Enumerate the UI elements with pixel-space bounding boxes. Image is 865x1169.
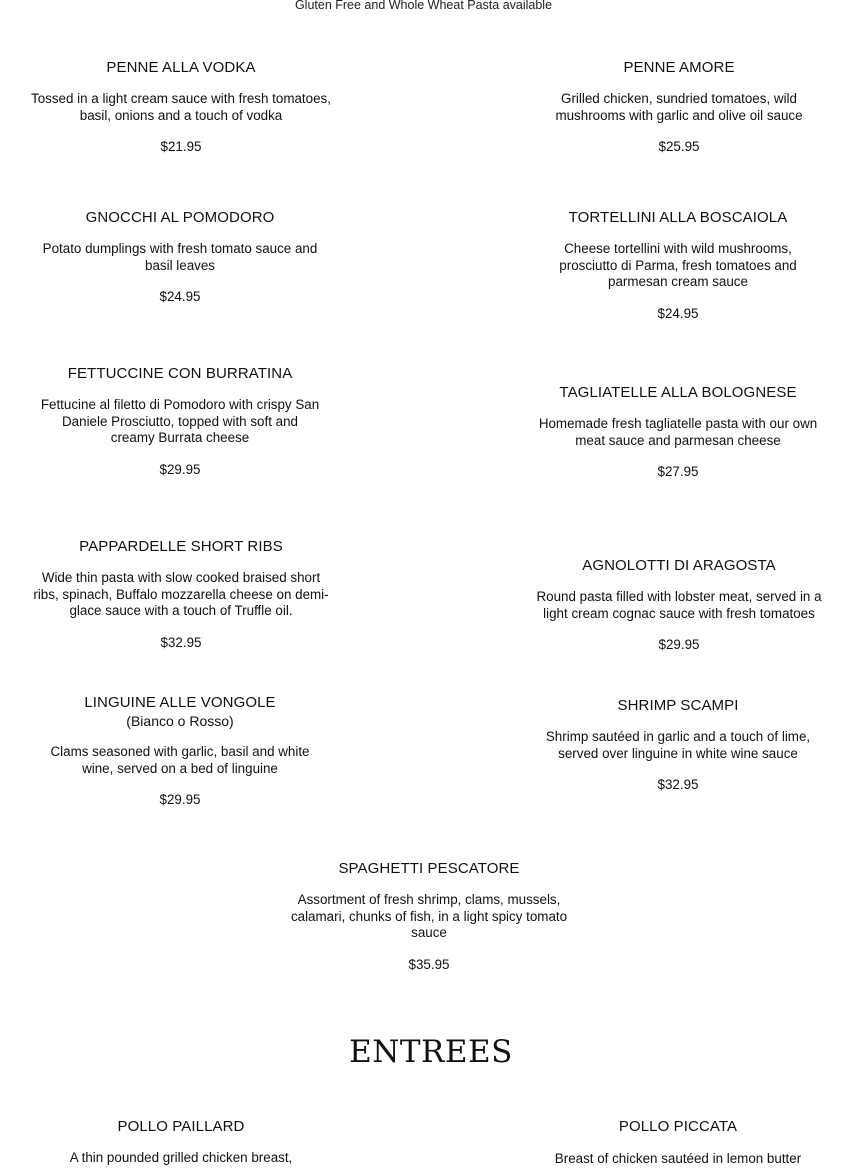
menu-item-description: Potato dumplings with fresh tomato sauce and basil leaves [42, 241, 318, 273]
menu-item-price: $29.95 [159, 792, 201, 807]
menu-item-gnocchi-al-pomodoro [20, 209, 340, 305]
menu-item-name: AGNOLOTTI DI ARAGOSTA [582, 557, 776, 574]
menu-item-penne-amore [519, 59, 839, 155]
menu-item-name: GNOCCHI AL POMODORO [85, 209, 275, 226]
menu-item-price: $32.95 [160, 634, 202, 650]
menu-item-name: POLLO PICCATA [618, 1118, 738, 1135]
menu-item-name: SPAGHETTI PESCATORE [338, 860, 520, 877]
menu-item-name: PENNE ALLA VODKA [106, 59, 256, 76]
menu-item-price: $25.95 [658, 139, 700, 154]
menu-item-pappardelle-short-ribs [21, 538, 341, 651]
menu-item-tagliatelle-alla-bolognese [518, 384, 838, 480]
menu-item-price: $29.95 [159, 461, 201, 477]
menu-item-price: $21.95 [160, 139, 202, 154]
menu-item-description: Fettucine al filetto di Pomodoro with crispy San Daniele Prosciutto, topped with soft and creamy Burrata cheese [40, 397, 320, 445]
menu-item-price: $32.95 [657, 777, 699, 792]
menu-item-name: PAPPARDELLE SHORT RIBS [79, 538, 283, 555]
menu-item-pollo-piccata [518, 1118, 838, 1168]
menu-item-price: $24.95 [159, 289, 201, 304]
menu-item-description: Tossed in a light cream sauce with fresh tomatoes, basil, onions and a touch of vodka [31, 91, 331, 123]
menu-item-name: PENNE AMORE [623, 59, 735, 76]
menu-item-price: $29.95 [658, 637, 700, 652]
menu-item-name: TORTELLINI ALLA BOSCAIOLA [568, 209, 788, 226]
menu-item-agnolotti-di-aragosta [519, 557, 839, 653]
menu-item-spaghetti-pescatore [269, 860, 589, 973]
menu-item-description: Breast of chicken sautéed in lemon butter [554, 1151, 802, 1166]
section-title-entrees: ENTREES [349, 1034, 513, 1070]
menu-item-description: Cheese tortellini with wild mushrooms, prosciutto di Parma, fresh tomatoes and parmesan cream sauce [559, 241, 797, 289]
menu-item-tortellini-alla-boscaiola [518, 209, 838, 322]
menu-item-description: Round pasta filled with lobster meat, served in a light cream cognac sauce with fresh tomatoes [536, 589, 822, 621]
menu-item-name: TAGLIATELLE ALLA BOLOGNESE [559, 384, 797, 401]
pasta-availability-note: Gluten Free and Whole Wheat Pasta available [294, 0, 553, 12]
menu-item-description: Clams seasoned with garlic, basil and white wine, served on a bed of linguine [50, 744, 310, 776]
menu-item-description: Homemade fresh tagliatelle pasta with our own meat sauce and parmesan cheese [538, 416, 818, 448]
menu-item-description: Grilled chicken, sundried tomatoes, wild mushrooms with garlic and olive oil sauce [555, 91, 803, 123]
menu-item-fettuccine-con-burratina [20, 365, 340, 478]
menu-item-name: SHRIMP SCAMPI [617, 697, 739, 714]
menu-item-variant: (Bianco o Rosso) [126, 713, 234, 729]
menu-item-price: $27.95 [657, 464, 699, 479]
menu-item-price: $35.95 [408, 956, 450, 972]
menu-item-name: POLLO PAILLARD [117, 1118, 245, 1135]
menu-item-description: A thin pounded grilled chicken breast, [69, 1150, 293, 1165]
menu-item-price: $24.95 [657, 305, 699, 321]
menu-item-name: LINGUINE ALLE VONGOLE [84, 694, 276, 711]
menu-item-penne-alla-vodka [21, 59, 341, 155]
menu-item-linguine-alle-vongole [20, 694, 340, 808]
menu-item-pollo-paillard [21, 1118, 341, 1167]
menu-item-name: FETTUCCINE CON BURRATINA [67, 365, 293, 382]
menu-item-description: Shrimp sautéed in garlic and a touch of lime, served over linguine in white wine sauce [545, 729, 811, 761]
menu-item-description: Assortment of fresh shrimp, clams, mussels, calamari, chunks of fish, in a light spicy tomato sauce [290, 892, 568, 940]
menu-item-shrimp-scampi [518, 697, 838, 793]
menu-item-description: Wide thin pasta with slow cooked braised short ribs, spinach, Buffalo mozzarella cheese on demi-glace sauce with a touch of Truffle oil. [33, 570, 329, 618]
